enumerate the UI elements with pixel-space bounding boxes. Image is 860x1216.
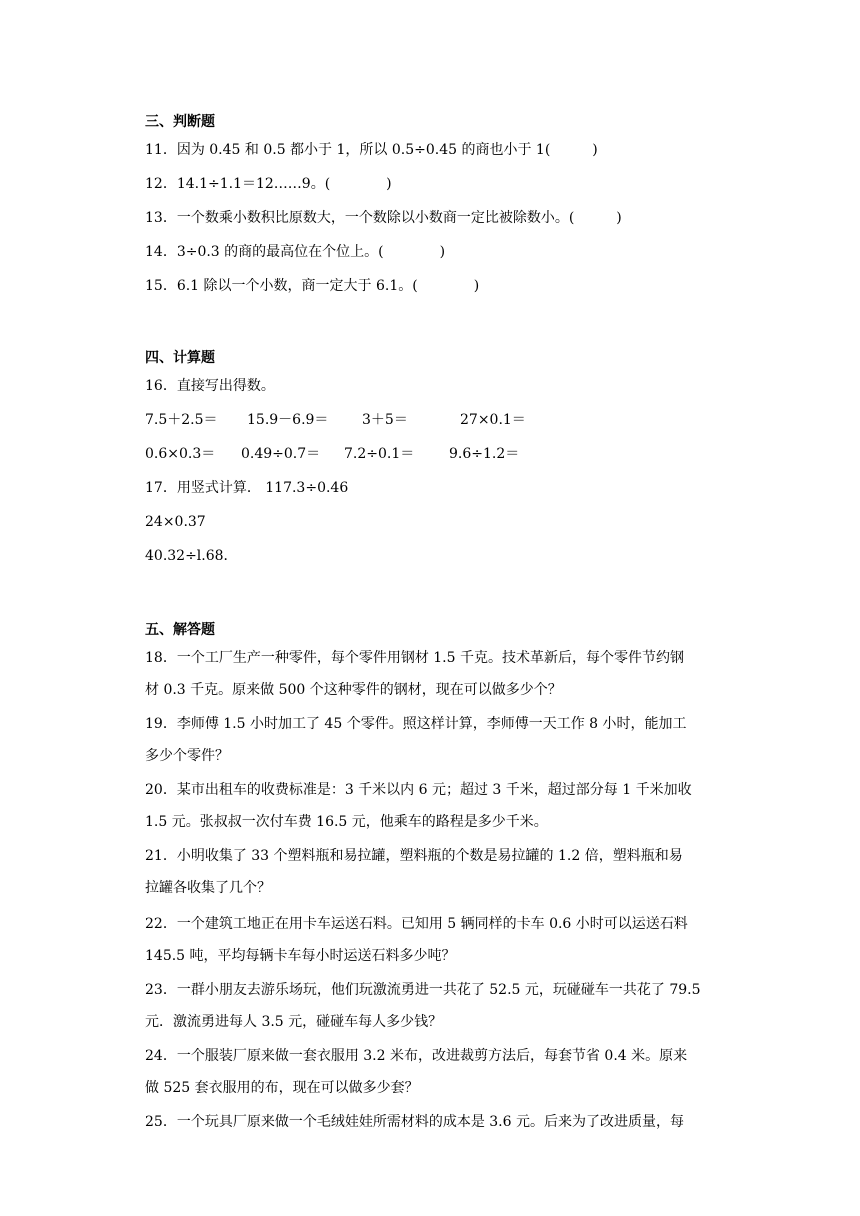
question-17: 17．用竖式计算． 117.3÷0.46 <box>145 480 349 496</box>
mental-math-item: 0.49÷0.7＝ <box>241 446 321 462</box>
question-18-line-2: 材 0.3 千克。原来做 500 个这种零件的钢材，现在可以做多少个？ <box>145 682 562 698</box>
mental-math-item: 0.6×0.3＝ <box>145 446 216 462</box>
question-19-line-2: 多少个零件？ <box>145 748 229 764</box>
question-19-line-1: 19．李师傅 1.5 小时加工了 45 个零件。照这样计算，李师傅一天工作 8 小时，能加工 <box>145 716 687 732</box>
mental-math-item: 3＋5＝ <box>362 412 408 428</box>
question-23-line-1: 23．一群小朋友去游乐场玩，他们玩激流勇进一共花了 52.5 元，玩碰碰车一共花了 79.5 <box>145 982 701 998</box>
question-14: 14．3÷0.3 的商的最高位在个位上。( ) <box>145 244 446 260</box>
question-15: 15．6.1 除以一个小数，商一定大于 6.1。( ) <box>145 278 480 294</box>
section-heading-calculation: 四、计算题 <box>145 350 215 366</box>
question-20-line-2: 1.5 元。张叔叔一次付车费 16.5 元，他乘车的路程是多少千米。 <box>145 814 548 830</box>
question-24-line-1: 24．一个服装厂原来做一套衣服用 3.2 米布，改进裁剪方法后，每套节省 0.4 米。原来 <box>145 1048 688 1064</box>
mental-math-item: 7.5＋2.5＝ <box>145 412 218 428</box>
question-22-line-2: 145.5 吨，平均每辆卡车每小时运送石料多少吨？ <box>145 948 456 964</box>
question-20-line-1: 20．某市出租车的收费标准是：3 千米以内 6 元；超过 3 千米，超过部分每 1 千米加收 <box>145 782 692 798</box>
question-21-line-2: 拉罐各收集了几个？ <box>145 880 271 896</box>
question-18-line-1: 18．一个工厂生产一种零件，每个零件用钢材 1.5 千克。技术革新后，每个零件节约钢 <box>145 650 684 666</box>
question-16: 16．直接写出得数。 <box>145 378 275 394</box>
question-13: 13．一个数乘小数积比原数大，一个数除以小数商一定比被除数小。( ) <box>145 210 622 226</box>
mental-math-item: 27×0.1＝ <box>460 412 526 428</box>
question-17-item-3: 40.32÷l.68． <box>145 548 238 564</box>
section-heading-judgement: 三、判断题 <box>145 114 215 130</box>
section-heading-word-problems: 五、解答题 <box>145 622 215 638</box>
question-24-line-2: 做 525 套衣服用的布，现在可以做多少套？ <box>145 1080 419 1096</box>
mental-math-item: 7.2÷0.1＝ <box>344 446 415 462</box>
mental-math-item: 9.6÷1.2＝ <box>449 446 520 462</box>
question-22-line-1: 22．一个建筑工地正在用卡车运送石料。已知用 5 辆同样的卡车 0.6 小时可以运送石料 <box>145 916 688 932</box>
question-11: 11．因为 0.45 和 0.5 都小于 1，所以 0.5÷0.45 的商也小于 1( ) <box>145 142 598 158</box>
question-21-line-1: 21．小明收集了 33 个塑料瓶和易拉罐，塑料瓶的个数是易拉罐的 1.2 倍，塑料瓶和易 <box>145 848 683 864</box>
question-12: 12．14.1÷1.1＝12……9。( ) <box>145 176 392 192</box>
mental-math-item: 15.9－6.9＝ <box>247 412 329 428</box>
question-25-line-1: 25．一个玩具厂原来做一个毛绒娃娃所需材料的成本是 3.6 元。后来为了改进质量，每 <box>145 1114 684 1130</box>
question-23-line-2: 元．激流勇进每人 3.5 元，碰碰车每人多少钱？ <box>145 1014 443 1030</box>
question-17-item-2: 24×0.37 <box>145 514 206 530</box>
